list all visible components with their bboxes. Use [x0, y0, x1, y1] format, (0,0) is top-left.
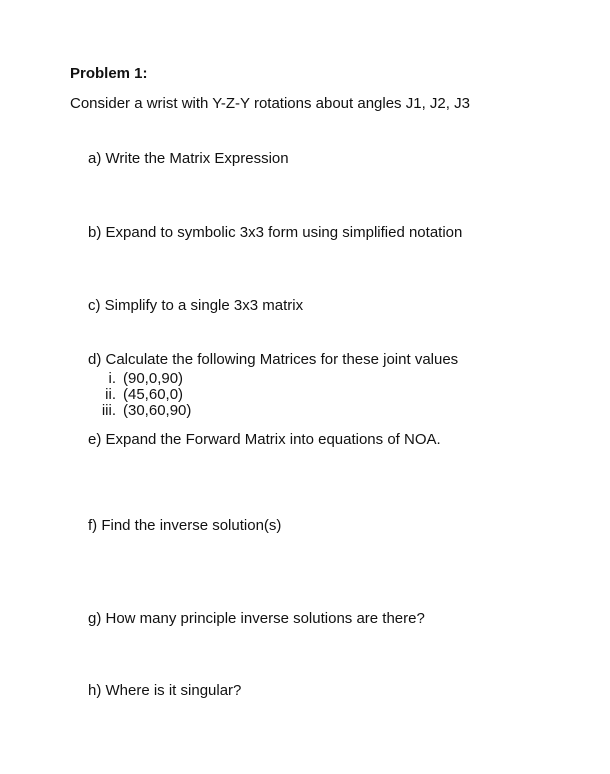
- joint-value: (90,0,90): [123, 370, 184, 387]
- list-number: ii.: [105, 386, 116, 403]
- question-f: f) Find the inverse solution(s): [88, 517, 282, 534]
- list-number: iii.: [101, 402, 116, 419]
- joint-value: (45,60,0): [123, 386, 184, 403]
- question-e: e) Expand the Forward Matrix into equations of NOA.: [88, 431, 441, 448]
- problem-title: Problem 1:: [70, 65, 148, 82]
- list-number: i.: [108, 370, 116, 387]
- question-c: c) Simplify to a single 3x3 matrix: [88, 297, 304, 314]
- question-h: h) Where is it singular?: [88, 682, 242, 699]
- question-b: b) Expand to symbolic 3x3 form using simplified notation: [88, 224, 463, 241]
- question-g: g) How many principle inverse solutions are there?: [88, 610, 425, 627]
- question-a: a) Write the Matrix Expression: [88, 150, 289, 167]
- joint-value: (30,60,90): [123, 402, 192, 419]
- question-d: d) Calculate the following Matrices for these joint values: [88, 351, 459, 368]
- problem-intro: Consider a wrist with Y-Z-Y rotations about angles J1, J2, J3: [70, 95, 470, 112]
